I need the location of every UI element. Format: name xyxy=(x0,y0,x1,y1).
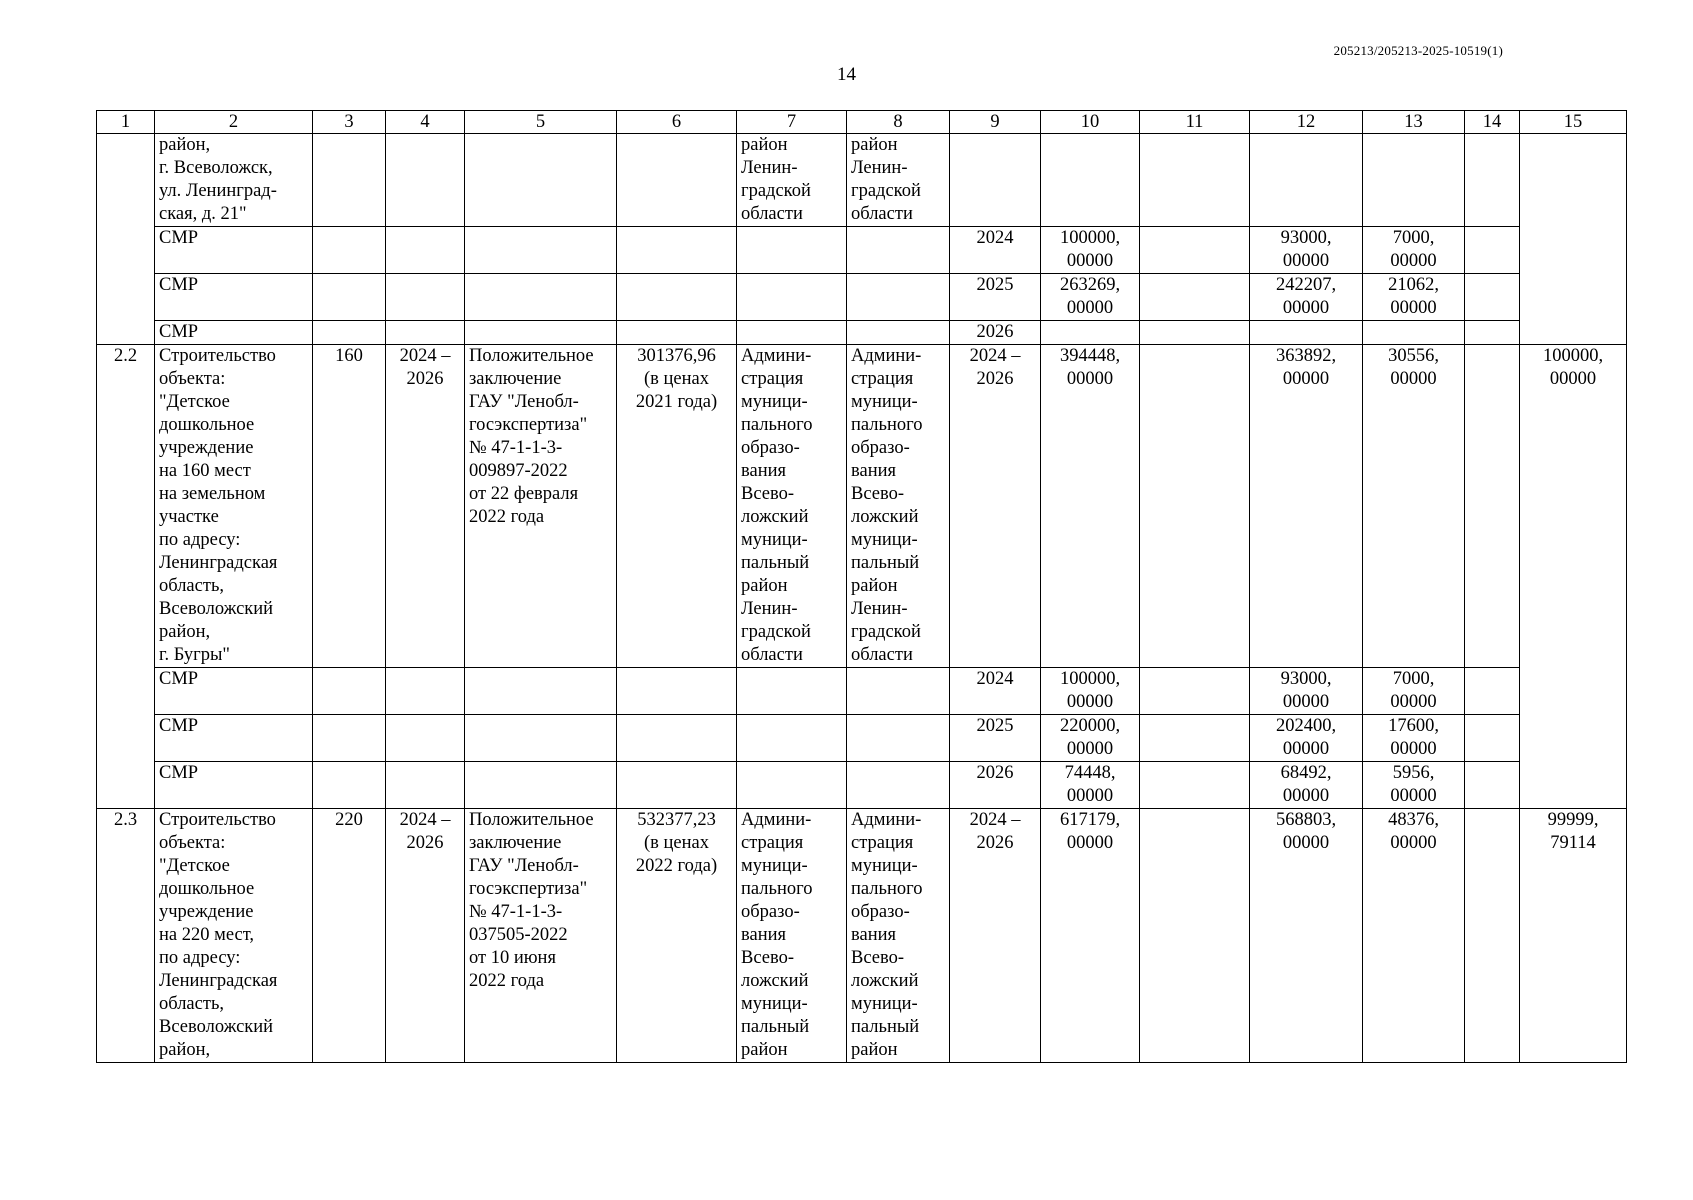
smr-total xyxy=(1041,321,1140,345)
funds-column-15: 100000, 00000 xyxy=(1520,345,1627,809)
smr-year: 2025 xyxy=(950,274,1041,321)
period: 2024 – 2026 xyxy=(386,809,465,1063)
customer: Админи- страция муници- пального образо- вания Всево- ложский муници- пальный район xyxy=(737,809,847,1063)
years: 2024 – 2026 xyxy=(950,809,1041,1063)
smr-col12: 93000, 00000 xyxy=(1250,668,1363,715)
smr-label: СМР xyxy=(155,274,313,321)
smr-col12 xyxy=(1250,321,1363,345)
smr-col12: 68492, 00000 xyxy=(1250,762,1363,809)
col-header: 7 xyxy=(737,111,847,134)
smr-total: 263269, 00000 xyxy=(1041,274,1140,321)
data-table xyxy=(96,110,1627,1063)
col-header: 11 xyxy=(1140,111,1250,134)
table-row xyxy=(97,762,1627,809)
document-id: 205213/205213-2025-10519(1) xyxy=(1333,43,1503,58)
smr-label: СМР xyxy=(155,762,313,809)
col-header: 15 xyxy=(1520,111,1627,134)
table-row xyxy=(97,227,1627,274)
smr-year: 2024 xyxy=(950,227,1041,274)
col11 xyxy=(1140,809,1250,1063)
capacity: 220 xyxy=(313,809,386,1063)
smr-total: 74448, 00000 xyxy=(1041,762,1140,809)
col14 xyxy=(1465,809,1520,1063)
object-name: Строительство объекта: "Детское дошкольное учреждение на 220 мест, по адресу: Ленинградская область, Всеволожский район, xyxy=(155,809,313,1063)
col13: 30556, 00000 xyxy=(1363,345,1465,668)
col-header: 5 xyxy=(465,111,617,134)
smr-total: 220000, 00000 xyxy=(1041,715,1140,762)
smr-year: 2026 xyxy=(950,762,1041,809)
col12: 363892, 00000 xyxy=(1250,345,1363,668)
smr-col13: 5956, 00000 xyxy=(1363,762,1465,809)
smr-total: 100000, 00000 xyxy=(1041,668,1140,715)
funds-column-15 xyxy=(1520,134,1627,345)
col12: 568803, 00000 xyxy=(1250,809,1363,1063)
customer: район Ленин- градской области xyxy=(737,134,847,227)
smr-col12: 93000, 00000 xyxy=(1250,227,1363,274)
table-row xyxy=(97,134,1627,227)
smr-total: 100000, 00000 xyxy=(1041,227,1140,274)
capacity: 160 xyxy=(313,345,386,668)
table-row xyxy=(97,668,1627,715)
developer: Админи- страция муници- пального образо- вания Всево- ложский муници- пальный район Ленин- градской области xyxy=(847,345,950,668)
developer: район Ленин- градской области xyxy=(847,134,950,227)
smr-year: 2024 xyxy=(950,668,1041,715)
smr-col13: 21062, 00000 xyxy=(1363,274,1465,321)
smr-label: СМР xyxy=(155,668,313,715)
col-header: 13 xyxy=(1363,111,1465,134)
period: 2024 – 2026 xyxy=(386,345,465,668)
table-row xyxy=(97,345,1627,668)
table-row xyxy=(97,321,1627,345)
total: 617179, 00000 xyxy=(1041,809,1140,1063)
smr-label: СМР xyxy=(155,321,313,345)
funds-column-15: 99999, 79114 xyxy=(1520,809,1627,1063)
smr-label: СМР xyxy=(155,715,313,762)
smr-col12: 202400, 00000 xyxy=(1250,715,1363,762)
col-header: 10 xyxy=(1041,111,1140,134)
expertise: Положительное заключение ГАУ "Ленобл- госэкспертиза" № 47-1-1-3- 037505-2022 от 10 июня 2022 года xyxy=(465,809,617,1063)
col-header: 8 xyxy=(847,111,950,134)
total: 394448, 00000 xyxy=(1041,345,1140,668)
col-header: 14 xyxy=(1465,111,1520,134)
smr-year: 2025 xyxy=(950,715,1041,762)
col-header: 9 xyxy=(950,111,1041,134)
smr-col13 xyxy=(1363,321,1465,345)
developer: Админи- страция муници- пального образо- вания Всево- ложский муници- пальный район xyxy=(847,809,950,1063)
smr-col13: 17600, 00000 xyxy=(1363,715,1465,762)
col-header: 4 xyxy=(386,111,465,134)
table-row xyxy=(97,715,1627,762)
table-row xyxy=(97,809,1627,1063)
row-number: 2.3 xyxy=(97,809,155,1063)
smr-year: 2026 xyxy=(950,321,1041,345)
customer: Админи- страция муници- пального образо- вания Всево- ложский муници- пальный район Ленин- градской области xyxy=(737,345,847,668)
smr-col12: 242207, 00000 xyxy=(1250,274,1363,321)
page-number: 14 xyxy=(837,64,856,85)
smr-label: СМР xyxy=(155,227,313,274)
col13: 48376, 00000 xyxy=(1363,809,1465,1063)
years: 2024 – 2026 xyxy=(950,345,1041,668)
col11 xyxy=(1140,345,1250,668)
col-header: 12 xyxy=(1250,111,1363,134)
smr-col13: 7000, 00000 xyxy=(1363,227,1465,274)
smr-col13: 7000, 00000 xyxy=(1363,668,1465,715)
object-name: район, г. Всеволожск, ул. Ленинград- ская, д. 21" xyxy=(155,134,313,227)
expertise: Положительное заключение ГАУ "Ленобл- госэкспертиза" № 47-1-1-3- 009897-2022 от 22 февраля 2022 года xyxy=(465,345,617,668)
col-header: 1 xyxy=(97,111,155,134)
col14 xyxy=(1465,345,1520,668)
col-header: 6 xyxy=(617,111,737,134)
column-number-row xyxy=(97,111,1627,134)
cost: 301376,96 (в ценах 2021 года) xyxy=(617,345,737,668)
row-number: 2.2 xyxy=(97,345,155,809)
col-header: 2 xyxy=(155,111,313,134)
table-row xyxy=(97,274,1627,321)
col-header: 3 xyxy=(313,111,386,134)
row-number xyxy=(97,134,155,345)
object-name: Строительство объекта: "Детское дошкольное учреждение на 160 мест на земельном участке по адресу: Ленинградская область, Всеволожский район, г. Бугры" xyxy=(155,345,313,668)
cost: 532377,23 (в ценах 2022 года) xyxy=(617,809,737,1063)
